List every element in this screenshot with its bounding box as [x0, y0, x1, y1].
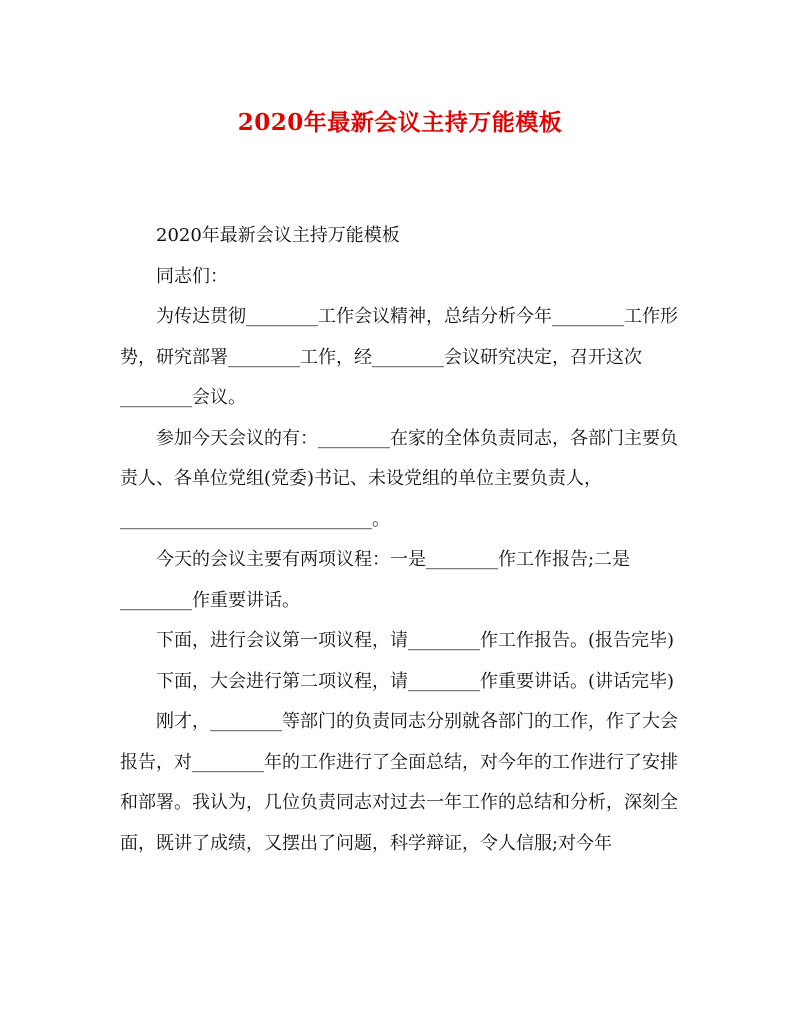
agenda-item-1-paragraph: 下面，进行会议第一项议程，请________作工作报告。(报告完毕): [156, 630, 675, 651]
summary-paragraph: 刚才，________等部门的负责同志分别就各部门的工作，作了大会报告，对________年的工作进行了全面总结，对今年的工作进行了安排和部署。我认为，几位负责同志对过去一年工作的总结和分析，深刻全面，既讲了成绩，又摆出了问题，科学辩证，令人信服;对今年: [120, 711, 678, 854]
purpose-paragraph: 为传达贯彻________工作会议精神，总结分析今年________工作形势，研究部署________工作，经________会议研究决定，召开这次________会议。: [120, 306, 678, 408]
agenda-item-2-paragraph: 下面，大会进行第二项议程，请________作重要讲话。(讲话完毕): [156, 670, 675, 692]
agenda-paragraph: 今天的会议主要有两项议程：一是________作工作报告;二是________作重要讲话。: [120, 549, 631, 611]
attendees-paragraph: 参加今天会议的有：________在家的全体负责同志，各部门主要负责人、各单位党组(党委)书记、未设党组的单位主要负责人，____________________________。: [120, 427, 678, 530]
greeting-paragraph: 同志们：: [156, 265, 228, 287]
document-body: [120, 216, 680, 864]
subtitle-paragraph: 2020年最新会议主持万能模板: [156, 225, 400, 246]
document-title: 2020年最新会议主持万能模板: [237, 109, 563, 136]
